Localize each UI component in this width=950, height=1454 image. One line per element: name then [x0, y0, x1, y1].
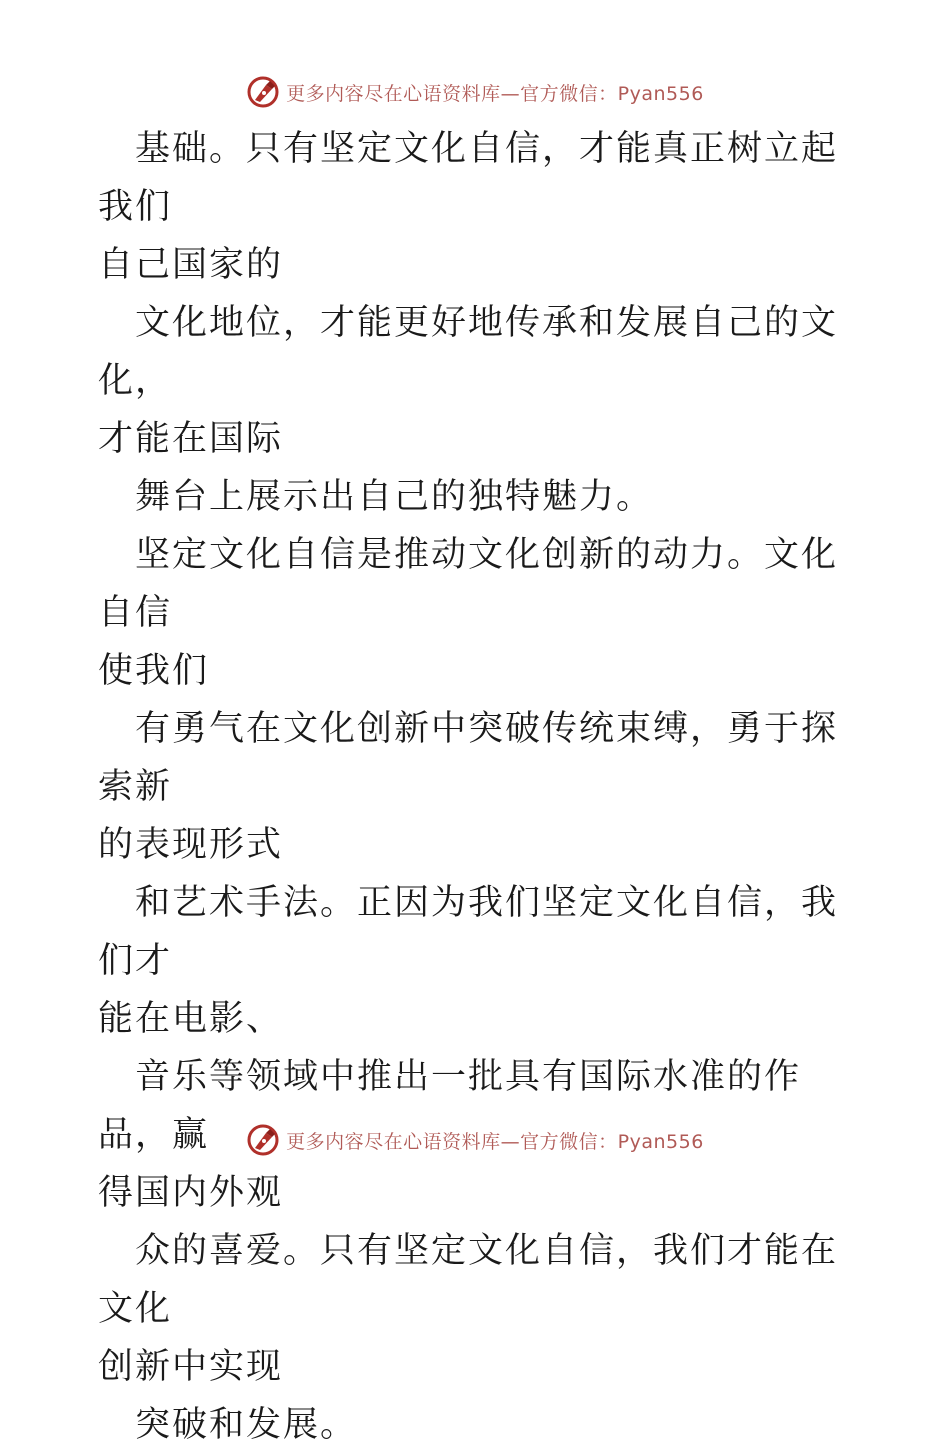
footer-banner: [0, 1118, 950, 1162]
paragraph: 和艺术手法。正因为我们坚定文化自信，我们才 能在电影、: [98, 883, 839, 1039]
paragraph: 音乐等领域中推出一批具有国际水准的作品，赢 得国内外观: [98, 1057, 802, 1213]
paragraph: 有勇气在文化创新中突破传统束缚，勇于探索新 的表现形式: [98, 709, 839, 865]
paragraph: 舞台上展示出自己的独特魅力。: [135, 477, 654, 517]
paragraph: 坚定文化自信是推动文化创新的动力。文化自信 使我们: [98, 535, 839, 691]
pen-nib-logo-icon: [246, 1123, 280, 1157]
footer-banner-text: 更多内容尽在心语资料库—官方微信：Pyan556: [286, 1130, 704, 1153]
document-body: [98, 120, 858, 1454]
pen-nib-logo-icon: [246, 75, 280, 109]
header-banner: [0, 70, 950, 114]
paragraph: 突破和发展。: [135, 1405, 358, 1445]
header-banner-text: 更多内容尽在心语资料库—官方微信：Pyan556: [286, 82, 704, 105]
paragraph: 基础。只有坚定文化自信，才能真正树立起我们 自己国家的: [98, 129, 839, 285]
paragraph: 众的喜爱。只有坚定文化自信，我们才能在文化 创新中实现: [98, 1231, 839, 1387]
paragraph: 文化地位，才能更好地传承和发展自己的文化， 才能在国际: [98, 303, 839, 459]
